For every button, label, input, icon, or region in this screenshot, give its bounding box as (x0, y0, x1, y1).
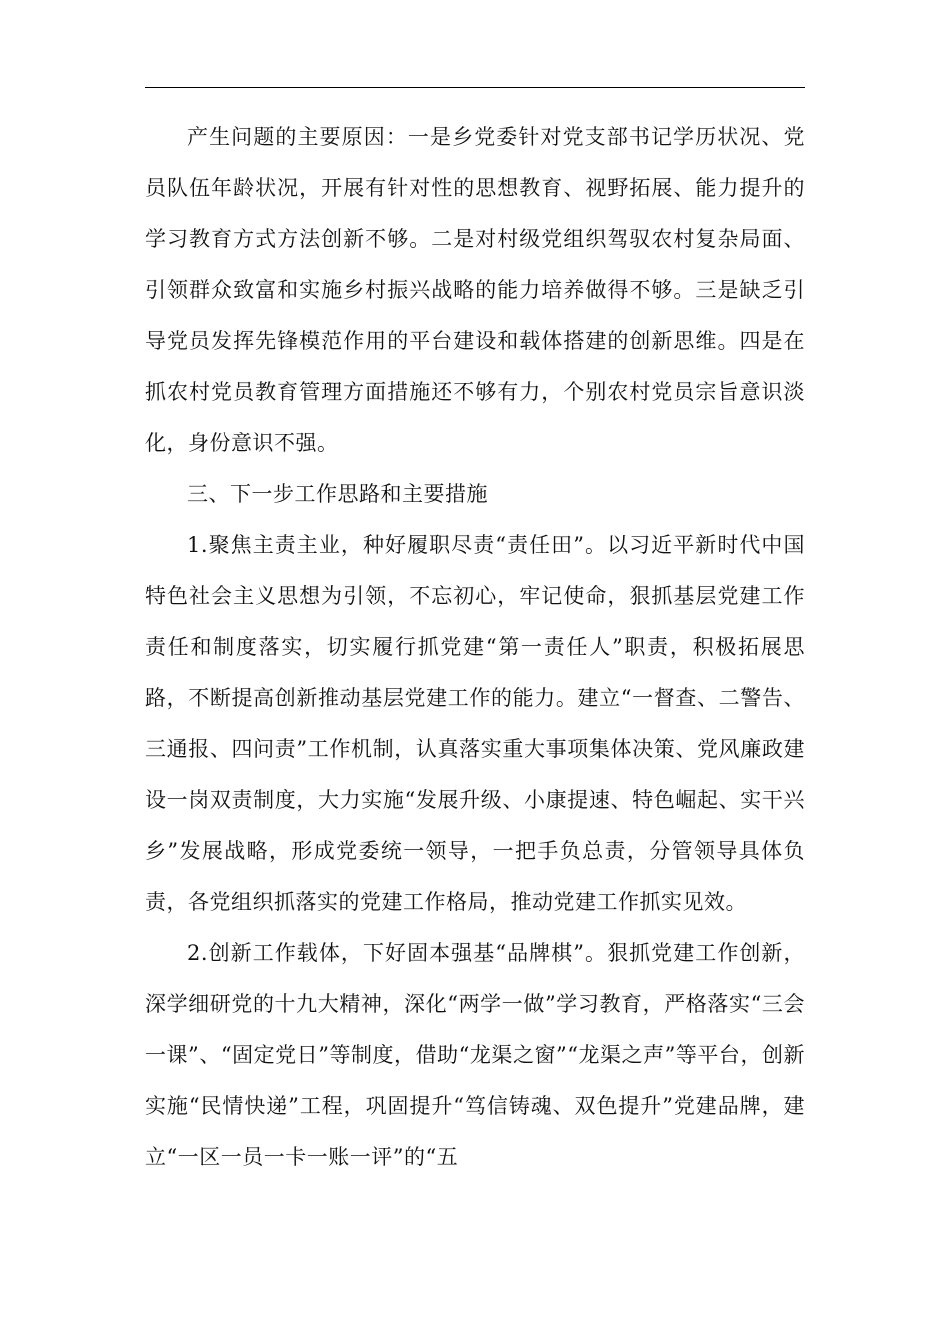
header-rule (145, 87, 805, 88)
paragraph-causes: 产生问题的主要原因：一是乡党委针对党支部书记学历状况、党员队伍年龄状况，开展有针对性的思想教育、视野拓展、能力提升的学习教育方式方法创新不够。二是对村级党组织驾驭农村复杂局面、引领群众致富和实施乡村振兴战略的能力培养做得不够。三是缺乏引导党员发挥先锋模范作用的平台建设和载体搭建的创新思维。四是在抓农村党员教育管理方面措施还不够有力，个别农村党员宗旨意识淡化，身份意识不强。 (145, 125, 805, 455)
paragraph-measure-2: 2.创新工作载体，下好固本强基“品牌棋”。狠抓党建工作创新，深学细研党的十九大精神，深化“两学一做”学习教育，严格落实“三会一课”、“固定党日”等制度，借助“龙渠之窗”“龙渠之声”等平台，创新实施“民情快递”工程，巩固提升“笃信铸魂、双色提升”党建品牌，建立“一区一员一卡一账一评”的“五 (145, 941, 805, 1169)
document-body (145, 112, 805, 1183)
paragraph-measure-1: 1.聚焦主责主业，种好履职尽责“责任田”。以习近平新时代中国特色社会主义思想为引领，不忘初心，牢记使命，狠抓基层党建工作责任和制度落实，切实履行抓党建“第一责任人”职责，积极拓展思路，不断提高创新推动基层党建工作的能力。建立“一督查、二警告、三通报、四问责”工作机制，认真落实重大事项集体决策、党风廉政建设一岗双责制度，大力实施“发展升级、小康提速、特色崛起、实干兴乡”发展战略，形成党委统一领导，一把手负总责，分管领导具体负责，各党组织抓落实的党建工作格局，推动党建工作抓实见效。 (145, 533, 805, 914)
section-heading: 三、下一步工作思路和主要措施 (187, 482, 488, 506)
